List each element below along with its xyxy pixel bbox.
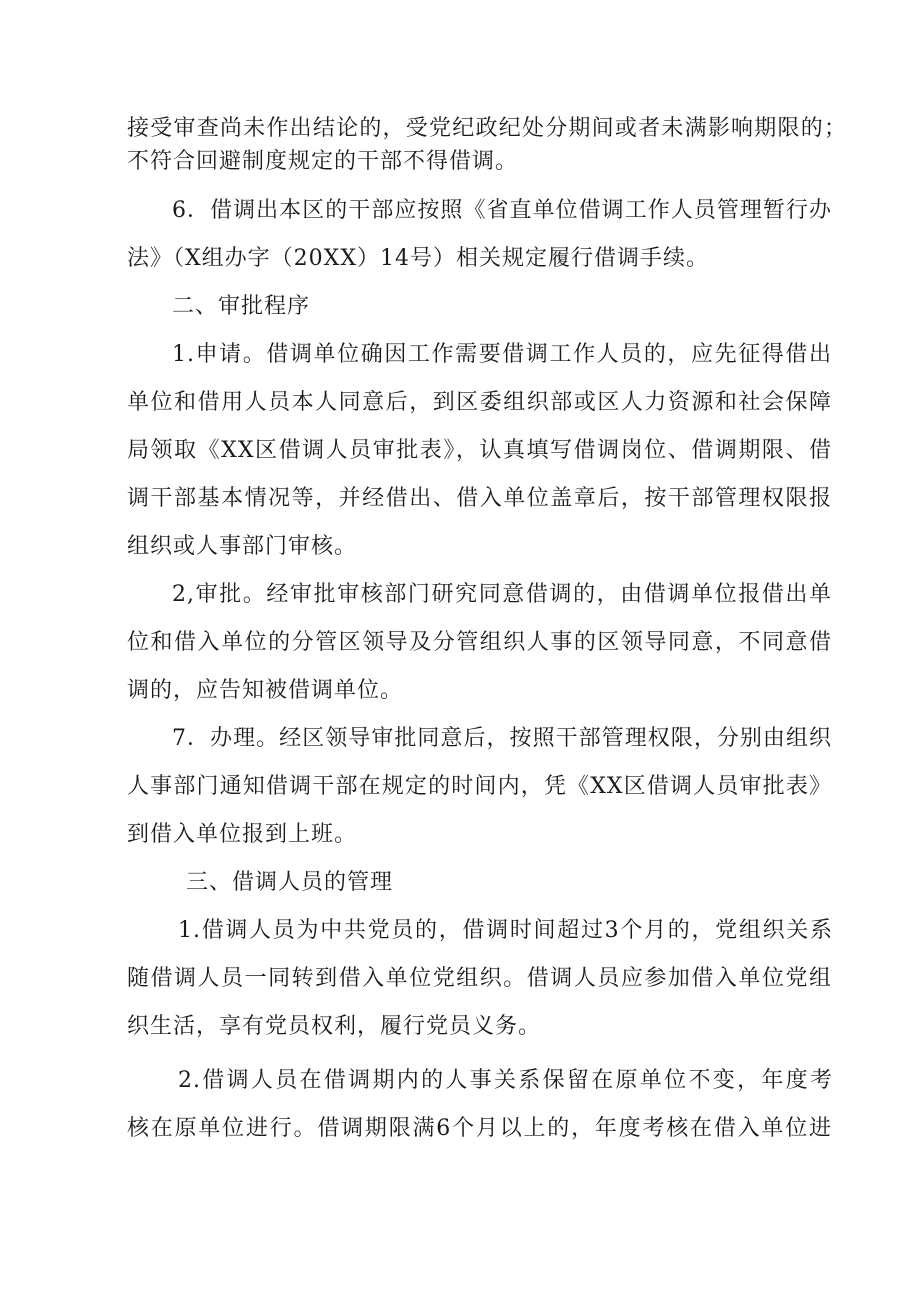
text-line: 组织或人事部门审核。 [127,534,358,559]
text-line: 随借调人员一同转到借入单位党组织。借调人员应参加借入单位党组 [127,966,832,991]
text-line: 调干部基本情况等，并经借出、借入单位盖章后，按干部管理权限报 [127,486,832,511]
text-line: 不符合回避制度规定的干部不得借调。 [127,149,519,174]
section-heading: 三、借调人员的管理 [186,870,394,895]
text-line: 2.借调人员在借调期内的人事关系保留在原单位不变，年度考 [178,1068,833,1093]
text-line: 1.申请。借调单位确因工作需要借调工作人员的，应先征得借出 [172,342,832,367]
text-line: 接受审查尚未作出结论的，受党纪政纪处分期间或者未满影响期限的； [127,116,847,141]
text-line: 局领取《XX区借调人员审批表》，认真填写借调岗位、借调期限、借 [127,438,832,463]
text-line: 织生活，享有党员权利，履行党员义务。 [127,1014,542,1039]
section-heading: 二、审批程序 [172,294,311,319]
text-line: 6．借调出本区的干部应按照《省直单位借调工作人员管理暂行办 [172,198,832,223]
text-line: 单位和借用人员本人同意后，到区委组织部或区人力资源和社会保障 [127,390,832,415]
text-line: 7．办理。经区领导审批同意后，按照干部管理权限，分别由组织 [172,726,832,751]
text-line: 1.借调人员为中共党员的，借调时间超过3个月的，党组织关系 [178,918,833,943]
text-line: 2,审批。经审批审核部门研究同意借调的，由借调单位报借出单 [172,582,832,607]
text-line: 人事部门通知借调干部在规定的时间内，凭《XX区借调人员审批表》 [127,774,832,799]
text-line: 调的，应告知被借调单位。 [127,678,404,703]
text-line: 核在原单位进行。借调期限满6个月以上的，年度考核在借入单位进 [127,1116,832,1141]
text-line: 法》（X组办字（20XX）14号）相关规定履行借调手续。 [127,246,709,271]
text-line: 到借入单位报到上班。 [127,822,358,847]
text-line: 位和借入单位的分管区领导及分管组织人事的区领导同意，不同意借 [127,630,832,655]
